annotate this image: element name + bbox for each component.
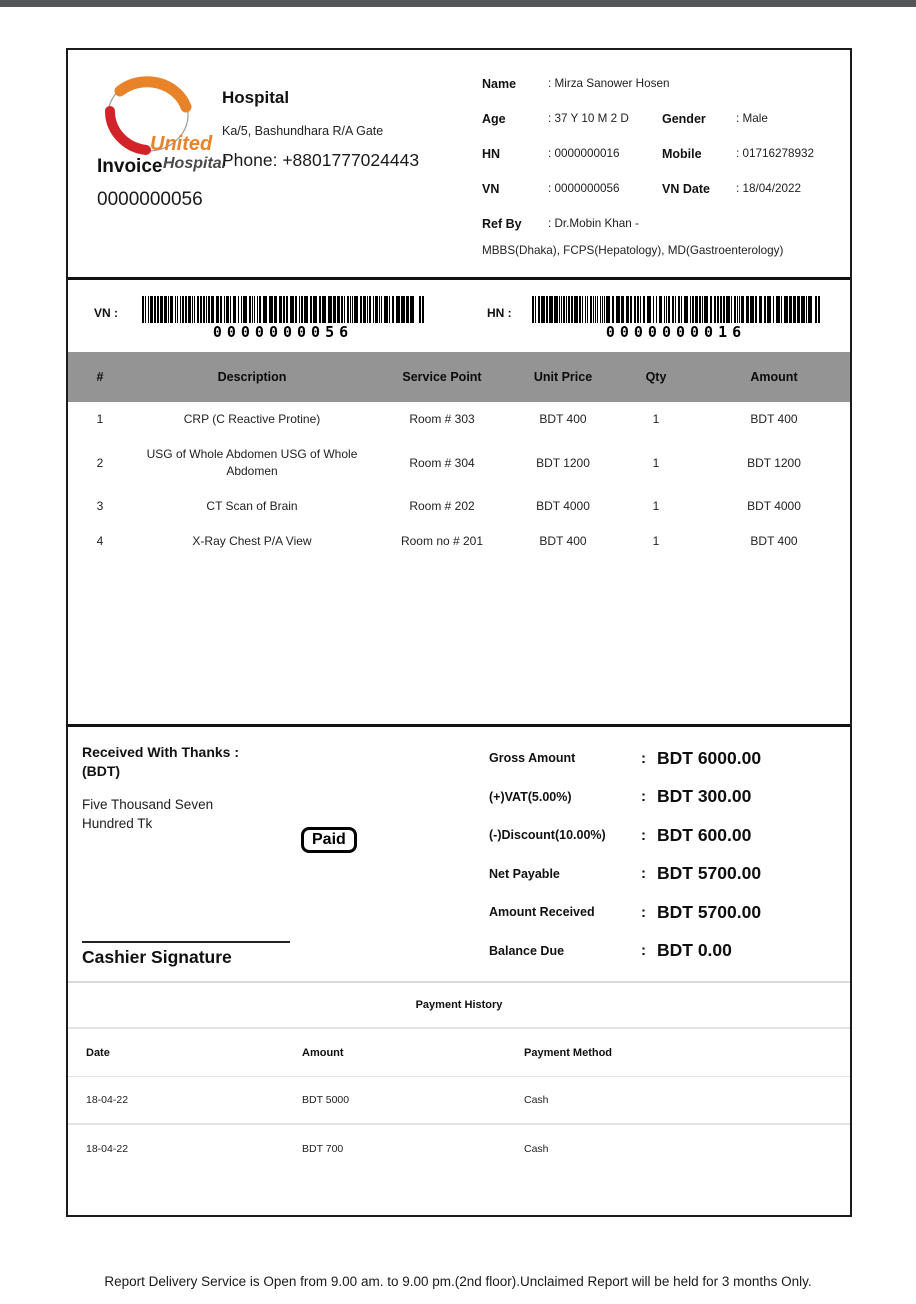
colon: : <box>641 942 646 960</box>
col-header-service-point: Service Point <box>402 370 482 384</box>
invoice-number: 0000000056 <box>97 189 203 210</box>
patient-age-label: Age <box>482 111 506 126</box>
paid-stamp: Paid <box>301 827 357 853</box>
cell-amount: BDT 1200 <box>747 455 801 470</box>
patient-mobile-value: : 01716278932 <box>736 147 814 160</box>
ph-cell-amount: BDT 5000 <box>302 1094 350 1106</box>
vn-barcode-label: VN : <box>94 306 118 320</box>
ph-col-amount: Amount <box>302 1046 344 1059</box>
cell-amount: BDT 400 <box>750 412 798 426</box>
total-label: Net Payable <box>489 866 560 881</box>
total-value: BDT 300.00 <box>657 786 752 807</box>
cell-index: 4 <box>96 534 104 548</box>
payment-history-title: Payment History <box>68 983 850 1029</box>
payment-row <box>68 1125 850 1173</box>
invoice-document <box>66 48 852 1217</box>
vn-barcode-icon <box>142 296 424 323</box>
patient-name-value: : Mirza Sanower Hosen <box>548 77 670 90</box>
total-value: BDT 5700.00 <box>657 901 762 922</box>
cell-unit-price: BDT 1200 <box>536 455 590 470</box>
ph-cell-date: 18-04-22 <box>86 1094 129 1106</box>
signature-line <box>82 941 290 943</box>
colon: : <box>641 903 646 921</box>
total-value: BDT 600.00 <box>657 824 752 845</box>
cell-qty: 1 <box>652 534 660 548</box>
received-with-thanks-heading: Received With Thanks : (BDT) <box>82 744 240 779</box>
total-label: Balance Due <box>489 943 565 958</box>
col-header-description: Description <box>217 370 287 384</box>
col-header-qty: Qty <box>645 370 667 384</box>
total-value: BDT 5700.00 <box>657 863 762 884</box>
ph-col-method: Payment Method <box>524 1046 613 1059</box>
cashier-signature-label: Cashier Signature <box>82 947 232 967</box>
cell-service-point: Room # 304 <box>409 455 475 470</box>
hospital-phone: Phone: +8801777024443 <box>222 150 420 170</box>
amount-in-words: Five Thousand Seven Hundred Tk <box>82 797 214 831</box>
patient-name-label: Name <box>482 76 517 91</box>
patient-vndate-value: : 18/04/2022 <box>736 182 801 195</box>
cell-service-point: Room # 303 <box>409 412 475 426</box>
refby-qualification: MBBS(Dhaka), FCPS(Hepatology), MD(Gastroenterology) <box>482 244 784 257</box>
total-label: Amount Received <box>489 905 595 920</box>
patient-info-block <box>482 66 842 257</box>
colon: : <box>641 788 646 806</box>
cell-qty: 1 <box>652 412 660 426</box>
patient-refby-value: : Dr.Mobin Khan - <box>548 217 639 230</box>
patient-vn-label: VN <box>482 181 500 196</box>
payment-history-header <box>68 1029 850 1077</box>
payment-row <box>68 1077 850 1125</box>
totals-block <box>489 739 833 970</box>
cell-qty: 1 <box>652 499 660 513</box>
cell-service-point: Room # 202 <box>409 499 475 513</box>
vn-barcode-number: 0000000056 <box>212 323 354 341</box>
patient-gender-value: : Male <box>736 112 768 125</box>
table-row <box>68 489 850 524</box>
total-label: (+)VAT(5.00%) <box>489 789 572 804</box>
services-table-body <box>68 402 850 727</box>
patient-age-value: : 37 Y 10 M 2 D <box>548 112 629 125</box>
cell-index: 2 <box>96 455 104 470</box>
total-label: (-)Discount(10.00%) <box>489 828 606 843</box>
invoice-header-section <box>68 50 850 280</box>
colon: : <box>641 749 646 767</box>
cell-description: CT Scan of Brain <box>206 499 298 513</box>
cell-index: 3 <box>96 499 104 513</box>
report-delivery-note: Report Delivery Service is Open from 9.00 am. to 9.00 pm.(2nd floor).Unclaimed Report will be held for 3 months Only. <box>104 1274 812 1289</box>
hospital-name: Hospital <box>222 88 290 107</box>
payment-history-section <box>68 981 850 1215</box>
patient-vn-value: : 0000000056 <box>548 182 620 195</box>
cell-unit-price: BDT 4000 <box>536 499 590 513</box>
total-row-net-payable <box>489 855 833 894</box>
total-row-amount-received <box>489 893 833 932</box>
ph-col-date: Date <box>86 1046 110 1059</box>
total-row-balance-due <box>489 932 833 971</box>
table-row <box>68 524 850 559</box>
hn-barcode-label: HN : <box>487 306 512 320</box>
cell-service-point: Room no # 201 <box>400 534 484 548</box>
col-header-unit-price: Unit Price <box>533 370 593 384</box>
patient-refby-label: Ref By <box>482 216 522 231</box>
cell-unit-price: BDT 400 <box>539 534 587 548</box>
hn-barcode-icon <box>532 296 820 323</box>
colon: : <box>641 865 646 883</box>
cell-qty: 1 <box>652 455 660 470</box>
total-row-vat <box>489 778 833 817</box>
total-value: BDT 6000.00 <box>657 747 762 768</box>
patient-mobile-label: Mobile <box>662 146 702 161</box>
total-row-discount <box>489 816 833 855</box>
ph-cell-amount: BDT 700 <box>302 1143 344 1155</box>
invoice-title: Invoice <box>97 156 163 177</box>
cell-amount: BDT 400 <box>750 534 798 548</box>
table-row <box>68 437 850 489</box>
table-row <box>68 402 850 437</box>
cell-description: USG of Whole Abdomen USG of Whole Abdomen <box>146 447 358 478</box>
logo-word-united: United <box>150 133 213 155</box>
cell-unit-price: BDT 400 <box>539 412 587 426</box>
col-header-index: # <box>96 370 104 384</box>
hospital-address: Ka/5, Bashundhara R/A Gate <box>222 124 384 138</box>
barcode-section <box>68 280 850 352</box>
hn-barcode-number: 0000000016 <box>605 323 747 341</box>
patient-hn-label: HN <box>482 146 501 161</box>
summary-section <box>68 727 850 981</box>
cell-description: CRP (C Reactive Protine) <box>183 412 321 426</box>
col-header-amount: Amount <box>750 370 798 384</box>
total-value: BDT 0.00 <box>657 940 732 961</box>
total-row-gross <box>489 739 833 778</box>
ph-cell-date: 18-04-22 <box>86 1143 129 1155</box>
cell-index: 1 <box>96 412 104 426</box>
services-table-header <box>68 352 850 402</box>
patient-hn-value: : 0000000016 <box>548 147 620 160</box>
ph-cell-method: Cash <box>524 1094 549 1106</box>
total-label: Gross Amount <box>489 751 576 766</box>
ph-cell-method: Cash <box>524 1143 549 1155</box>
cell-amount: BDT 4000 <box>747 499 801 513</box>
colon: : <box>641 826 646 844</box>
patient-gender-label: Gender <box>662 111 706 126</box>
patient-vndate-label: VN Date <box>662 181 710 196</box>
logo-word-hospital: Hospital <box>163 155 227 172</box>
cell-description: X-Ray Chest P/A View <box>192 534 312 548</box>
top-window-bar <box>0 0 916 7</box>
